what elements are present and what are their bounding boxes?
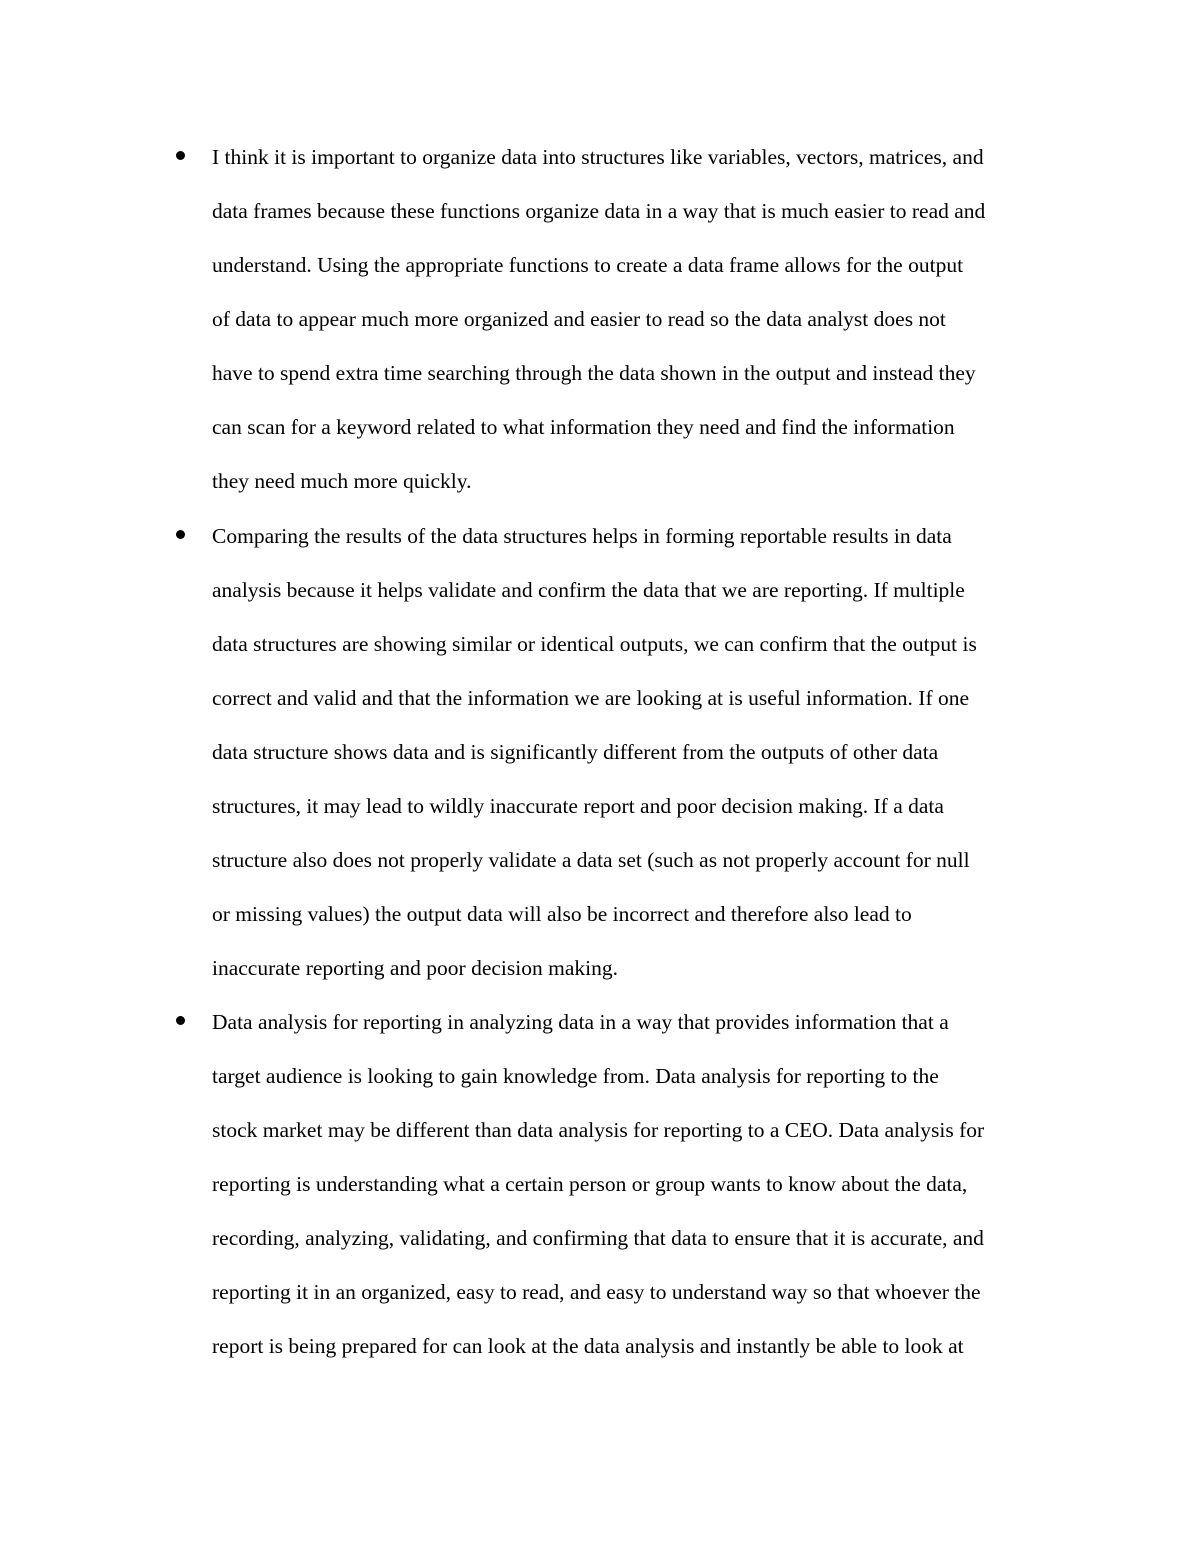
text-line: they need much more quickly. — [212, 469, 472, 493]
text-line: understand. Using the appropriate functions to create a data frame allows for the output — [212, 253, 964, 277]
text-line: target audience is looking to gain knowledge from. Data analysis for reporting to the — [212, 1064, 939, 1088]
bullet-dot-icon — [176, 151, 185, 160]
text-line: structure also does not properly validate a data set (such as not properly account for null — [212, 848, 970, 872]
text-line: reporting is understanding what a certain person or group wants to know about the data, — [212, 1172, 968, 1196]
text-line: can scan for a keyword related to what information they need and find the information — [212, 415, 955, 439]
text-line: Data analysis for reporting in analyzing data in a way that provides information that a — [212, 1010, 949, 1034]
text-line: correct and valid and that the information we are looking at is useful information. If one — [212, 686, 970, 710]
text-line: inaccurate reporting and poor decision making. — [212, 956, 618, 980]
text-line: reporting it in an organized, easy to read, and easy to understand way so that whoever the — [212, 1280, 981, 1304]
text-line: data structures are showing similar or identical outputs, we can confirm that the output is — [212, 632, 977, 656]
text-line: I think it is important to organize data into structures like variables, vectors, matrices, and — [212, 145, 984, 169]
text-line: recording, analyzing, validating, and confirming that data to ensure that it is accurate, and — [212, 1226, 984, 1250]
text-line: have to spend extra time searching through the data shown in the output and instead they — [212, 361, 976, 385]
text-line: data structure shows data and is significantly different from the outputs of other data — [212, 740, 939, 764]
text-line: Comparing the results of the data structures helps in forming reportable results in data — [212, 524, 952, 548]
text-line: analysis because it helps validate and confirm the data that we are reporting. If multiple — [212, 578, 965, 602]
text-line: or missing values) the output data will also be incorrect and therefore also lead to — [212, 902, 912, 926]
text-line: data frames because these functions organize data in a way that is much easier to read and — [212, 199, 986, 223]
text-line: of data to appear much more organized and easier to read so the data analyst does not — [212, 307, 946, 331]
text-line: report is being prepared for can look at the data analysis and instantly be able to look at — [212, 1334, 964, 1358]
bullet-dot-icon — [176, 1016, 185, 1025]
bullet-dot-icon — [176, 530, 185, 539]
text-line: stock market may be different than data analysis for reporting to a CEO. Data analysis for — [212, 1118, 985, 1142]
text-line: structures, it may lead to wildly inaccurate report and poor decision making. If a data — [212, 794, 944, 818]
